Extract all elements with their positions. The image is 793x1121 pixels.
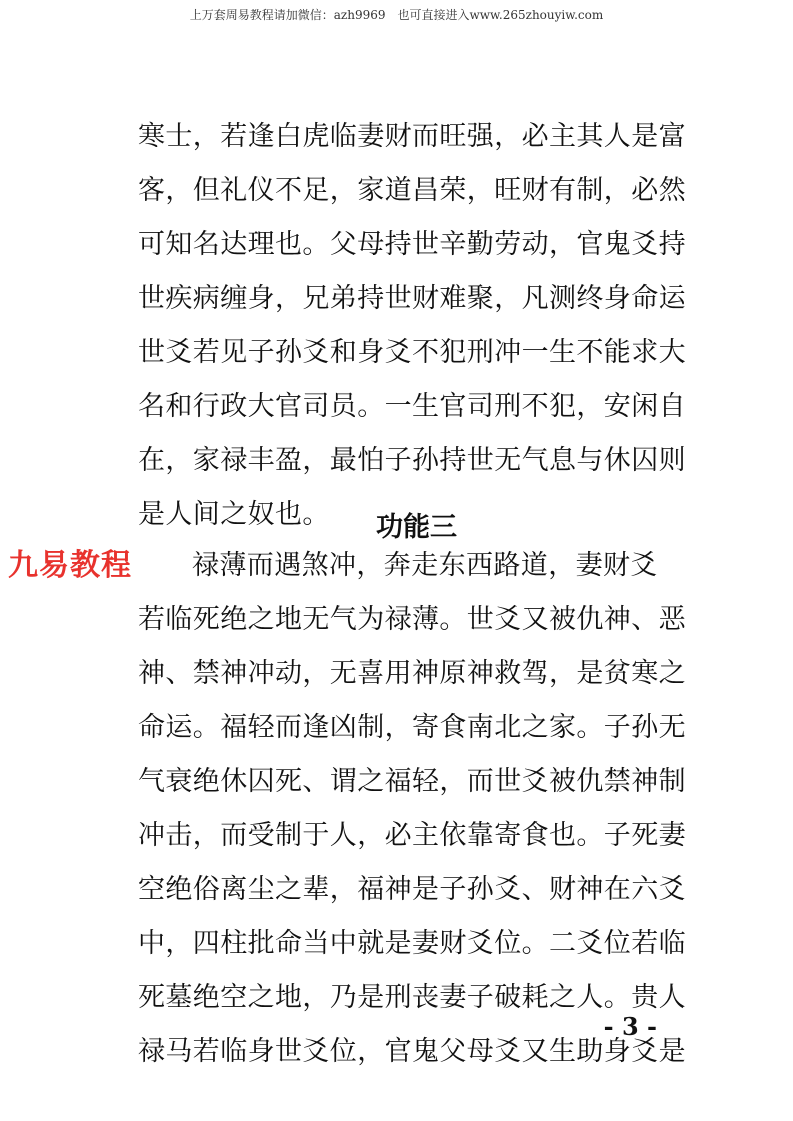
text-line: 冲击，而受制于人，必主依靠寄食也。子死妻 [138,820,686,851]
text-line: 中，四柱批命当中就是妻财爻位。二爻位若临 [138,928,686,959]
watermark-logo: 九易教程 [8,548,132,583]
text-line: 死墓绝空之地，乃是刑丧妻子破耗之人。贵人 [138,982,686,1013]
text-line: 神、禁神冲动，无喜用神原神救驾，是贫寒之 [138,658,686,689]
paragraph-2 [138,539,686,1079]
text-line: 名和行政大官司员。一生官司刑不犯，安闲自 [138,391,686,422]
text-line: 寒士，若逢白虎临妻财而旺强，必主其人是富 [138,121,686,152]
text-line: 命运。福轻而逢凶制，寄食南北之家。子孙无 [138,712,686,743]
text-line: 气衰绝休囚死、谓之福轻，而世爻被仇禁神制 [138,766,686,797]
text-line: 客，但礼仪不足，家道昌荣，旺财有制，必然 [138,175,686,206]
header-promo-text: 上万套周易教程请加微信：azh9969 也可直接进入www.265zhouyiw.com [189,8,604,22]
text-line: 世爻若见子孙爻和身爻不犯刑冲一生不能求大 [138,337,686,368]
text-line: 空绝俗离尘之辈，福神是子孙爻、财神在六爻 [138,874,686,905]
paragraph-1 [138,110,686,542]
text-line: 若临死绝之地无气为禄薄。世爻又被仇神、恶 [138,604,686,635]
text-line: 世疾病缠身，兄弟持世财难聚，凡测终身命运 [138,283,686,314]
text-line-first [138,539,662,593]
text-line: 在，家禄丰盈，最怕子孙持世无气息与休囚则 [138,445,686,476]
page-number: - 3 - [603,1012,657,1041]
text-line: 可知名达理也。父母持世辛勤劳动，官鬼爻持 [138,229,686,260]
text-line: 禄马若临身世爻位，官鬼父母爻又生助身爻是 [138,1036,686,1067]
text-line: 禄薄而遇煞冲，奔走东西路道，妻财爻 [192,550,658,581]
text-line: 是人间之奴也。 [138,499,330,530]
section-heading: 功能三 [376,512,457,543]
